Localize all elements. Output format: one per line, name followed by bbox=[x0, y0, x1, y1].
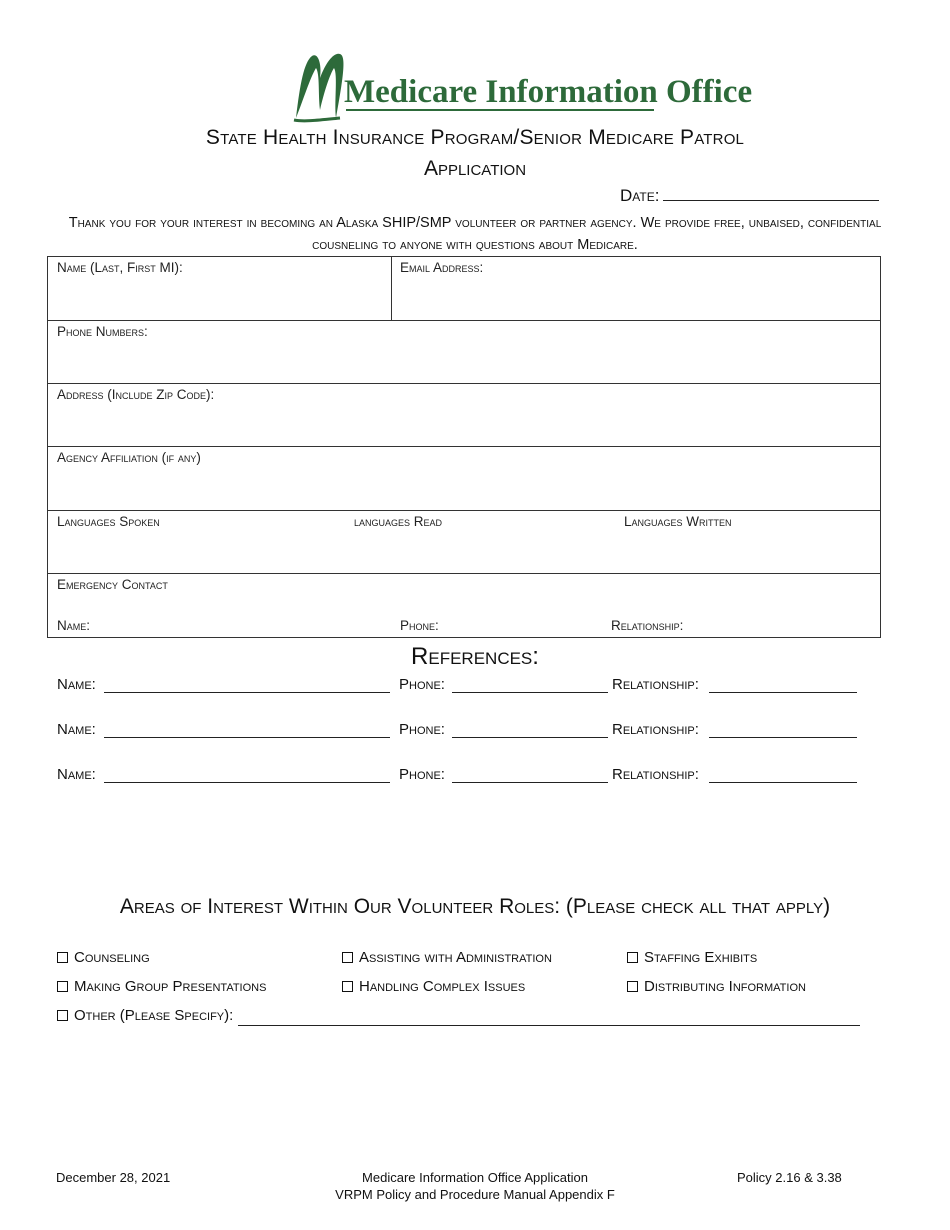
ref-relationship-line[interactable] bbox=[709, 737, 857, 738]
ref-phone-line[interactable] bbox=[452, 692, 608, 693]
option-label: Staffing Exhibits bbox=[644, 949, 758, 966]
row-address[interactable] bbox=[48, 384, 880, 447]
divider bbox=[391, 257, 392, 320]
checkbox-icon[interactable] bbox=[57, 981, 68, 992]
page-subtitle: Application bbox=[423, 157, 527, 180]
ref-phone-label: Phone: bbox=[399, 766, 445, 783]
option-label: Assisting with Administration bbox=[359, 949, 552, 966]
ref-phone-label: Phone: bbox=[399, 721, 445, 738]
checkbox-icon[interactable] bbox=[627, 981, 638, 992]
languages-spoken-label: Languages Spoken bbox=[57, 514, 160, 529]
checkbox-staffing-exhibits[interactable] bbox=[627, 949, 757, 966]
row-agency[interactable] bbox=[48, 447, 880, 511]
ref-name-label: Name: bbox=[57, 766, 96, 783]
option-label: Counseling bbox=[74, 949, 150, 966]
checkbox-complex-issues[interactable] bbox=[342, 978, 525, 995]
footer-title: Medicare Information Office Application bbox=[362, 1170, 588, 1185]
ref-relationship-label: Relationship: bbox=[612, 676, 699, 693]
ref-name-label: Name: bbox=[57, 721, 96, 738]
ref-relationship-line[interactable] bbox=[709, 782, 857, 783]
name-label: Name (Last, First MI): bbox=[57, 260, 183, 275]
row-emergency[interactable] bbox=[48, 574, 880, 637]
option-label: Other (Please Specify): bbox=[74, 1007, 234, 1024]
languages-written-label: Languages Written bbox=[624, 514, 732, 529]
row-name-email bbox=[48, 257, 880, 321]
phone-numbers-label: Phone Numbers: bbox=[57, 324, 148, 339]
reference-row[interactable] bbox=[57, 721, 877, 743]
option-label: Handling Complex Issues bbox=[359, 978, 526, 995]
checkbox-group-presentations[interactable] bbox=[57, 978, 266, 995]
checkbox-icon[interactable] bbox=[342, 952, 353, 963]
logo bbox=[290, 44, 753, 126]
checkbox-icon[interactable] bbox=[57, 952, 68, 963]
page-title: State Health Insurance Program/Senior Medicare Patrol bbox=[205, 126, 745, 149]
address-label: Address (Include Zip Code): bbox=[57, 387, 215, 402]
ref-name-label: Name: bbox=[57, 676, 96, 693]
ref-phone-line[interactable] bbox=[452, 737, 608, 738]
ref-name-line[interactable] bbox=[104, 782, 390, 783]
ref-name-line[interactable] bbox=[104, 737, 390, 738]
applicant-info-table bbox=[47, 256, 881, 638]
logo-wordmark: Medicare Information Office bbox=[344, 74, 753, 110]
checkbox-assisting-administration[interactable] bbox=[342, 949, 552, 966]
checkbox-distributing-information[interactable] bbox=[627, 978, 806, 995]
emergency-name-label: Name: bbox=[57, 618, 91, 633]
footer-date: December 28, 2021 bbox=[56, 1170, 171, 1185]
checkbox-icon[interactable] bbox=[342, 981, 353, 992]
intro-text: Thank you for your interest in becoming an Alaska SHIP/SMP volunteer or partner agency. We provide free, unbaised, confidential cousneling to anyone with questions about Medicare. bbox=[68, 215, 882, 253]
ref-relationship-label: Relationship: bbox=[612, 766, 699, 783]
emergency-relationship-label: Relationship: bbox=[611, 618, 684, 633]
languages-read-label: languages Read bbox=[354, 514, 443, 529]
checkbox-counseling[interactable] bbox=[57, 949, 150, 966]
ref-relationship-label: Relationship: bbox=[612, 721, 699, 738]
date-label: Date: bbox=[620, 186, 660, 205]
reference-row[interactable] bbox=[57, 766, 877, 788]
ref-phone-label: Phone: bbox=[399, 676, 445, 693]
checkbox-other[interactable] bbox=[57, 1007, 233, 1024]
footer-policy: Policy 2.16 & 3.38 bbox=[737, 1170, 842, 1185]
date-line[interactable] bbox=[663, 186, 879, 201]
interests-title: Areas of Interest Within Our Volunteer Roles: (Please check all that apply) bbox=[119, 895, 831, 918]
ref-relationship-line[interactable] bbox=[709, 692, 857, 693]
option-label: Distributing Information bbox=[644, 978, 806, 995]
emergency-phone-label: Phone: bbox=[400, 618, 439, 633]
references-title: References: bbox=[411, 643, 539, 670]
row-phone[interactable] bbox=[48, 321, 880, 384]
ref-name-line[interactable] bbox=[104, 692, 390, 693]
date-field[interactable] bbox=[620, 186, 879, 206]
checkbox-icon[interactable] bbox=[627, 952, 638, 963]
checkbox-icon[interactable] bbox=[57, 1010, 68, 1021]
footer-manual: VRPM Policy and Procedure Manual Appendix F bbox=[335, 1187, 615, 1202]
agency-label: Agency Affiliation (if any) bbox=[57, 450, 201, 465]
email-label: Email Address: bbox=[400, 260, 484, 275]
row-languages[interactable] bbox=[48, 511, 880, 574]
other-specify-line[interactable] bbox=[238, 1025, 860, 1026]
reference-row[interactable] bbox=[57, 676, 877, 698]
emergency-contact-label: Emergency Contact bbox=[57, 577, 168, 592]
ref-phone-line[interactable] bbox=[452, 782, 608, 783]
option-label: Making Group Presentations bbox=[74, 978, 267, 995]
